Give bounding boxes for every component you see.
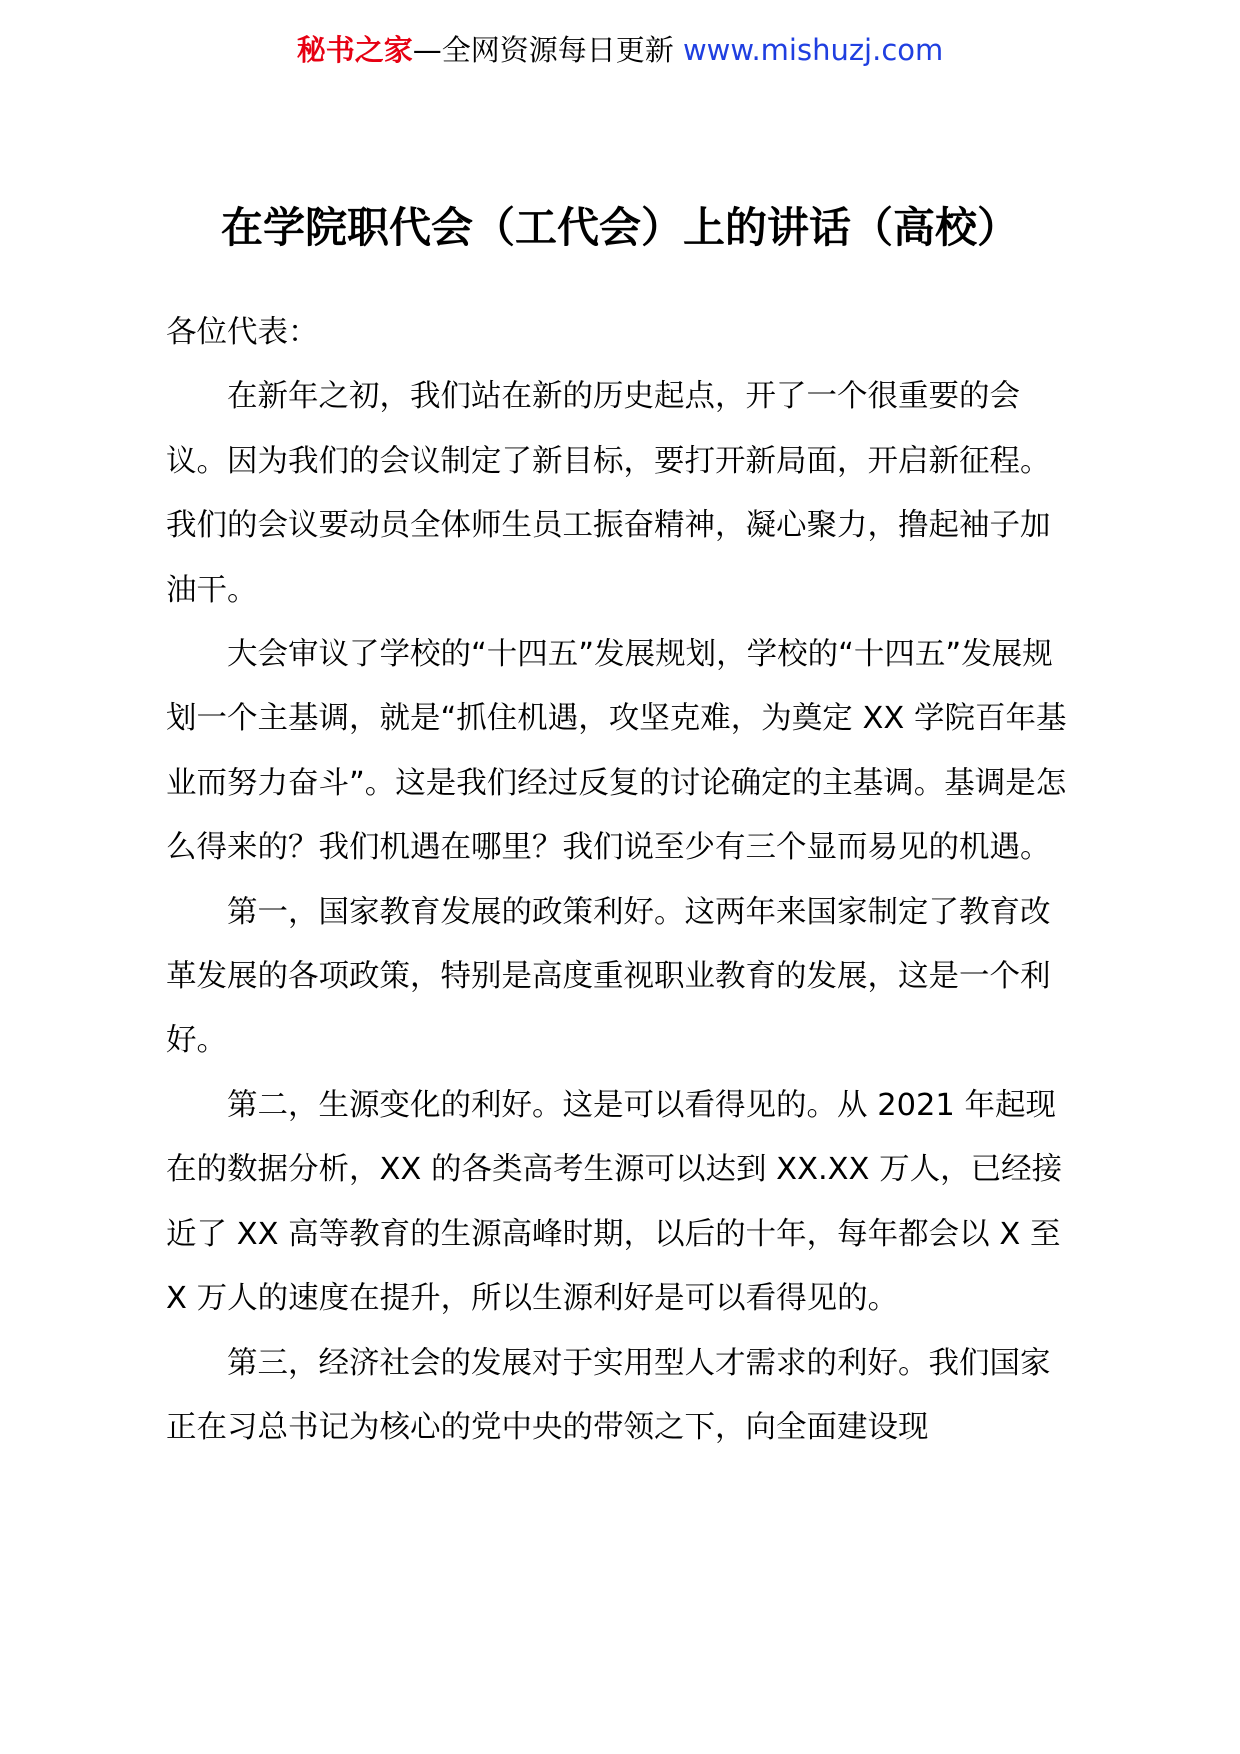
paragraph-plan-keynote: 大会审议了学校的“十四五”发展规划，学校的“十四五”发展规划一个主基调，就是“抓住机遇，攻坚克难，为奠定 XX 学院百年基业而努力奋斗”。这是我们经过反复的讨论确定的主基调。基调是怎么得来的？我们机遇在哪里？我们说至少有三个显而易见的机遇。 [166,637,1067,866]
site-url-link[interactable]: www.mishuzj.com [682,33,944,67]
paragraph-opportunity-2: 第二，生源变化的利好。这是可以看得见的。从 2021 年起现在的数据分析，XX 的各类高考生源可以达到 XX.XX 万人，已经接近了 XX 高等教育的生源高峰时期，以后的十年，每年都会以 X 至 X 万人的速度在提升，所以生源利好是可以看得见的。 [166,1087,1063,1317]
paragraph-opportunity-3: 第三，经济社会的发展对于实用型人才需求的利好。我们国家正在习总书记为核心的党中央的带领之下，向全面建设现 [166,1345,1051,1445]
site-header [0,30,1240,70]
paragraph-opportunity-1: 第一，国家教育发展的政策利好。这两年来国家制定了教育改革发展的各项政策，特别是高度重视职业教育的发展，这是一个利好。 [166,894,1051,1059]
document-body [166,301,1076,1460]
paragraph-intro: 在新年之初，我们站在新的历史起点，开了一个很重要的会议。因为我们的会议制定了新目标，要打开新局面，开启新征程。我们的会议要动员全体师生员工振奋精神，凝心聚力，撸起袖子加油干。 [166,379,1051,608]
salutation: 各位代表： [166,315,319,350]
brand-name: 秘书之家 [296,33,413,67]
site-tagline: —全网资源每日更新 [412,33,683,67]
document-title: 在学院职代会（工代会）上的讲话（高校） [220,203,1019,252]
